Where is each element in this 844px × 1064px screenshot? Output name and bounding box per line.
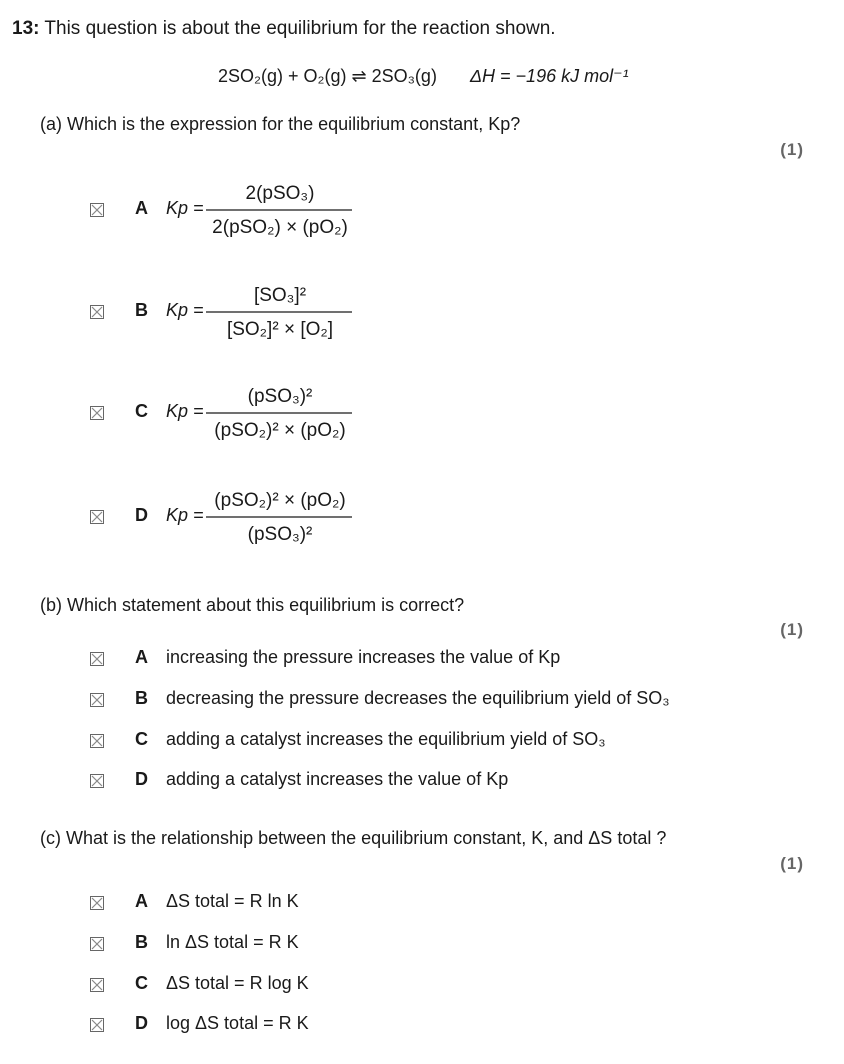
part-a-option-b-checkbox[interactable] — [90, 305, 104, 319]
part-a-option-letter: C — [135, 401, 148, 421]
question-stem: This question is about the equilibrium for the reaction shown. — [44, 18, 556, 39]
part-c-option-text: log ΔS total = R K — [166, 1013, 309, 1033]
part-c-option-text: ΔS total = R ln K — [166, 891, 299, 911]
part-c-option-a-checkbox[interactable] — [90, 896, 104, 910]
question-header — [12, 18, 556, 40]
kp-label: Kp = — [166, 401, 204, 421]
part-a-marks: (1) — [780, 140, 804, 159]
part-b-option-letter: A — [135, 647, 148, 667]
fraction-a — [204, 175, 364, 245]
kp-label: Kp = — [166, 505, 204, 525]
fraction-b — [204, 277, 364, 347]
part-c-option-letter: A — [135, 891, 148, 911]
part-c-option-c-checkbox[interactable] — [90, 978, 104, 992]
part-c-option-letter: D — [135, 1013, 148, 1033]
fraction-denominator: (pSO₃)² — [247, 524, 313, 545]
fraction-denominator: 2(pSO₂) × (pO₂) — [212, 217, 348, 238]
fraction-numerator: 2(pSO₃) — [245, 183, 315, 204]
part-a-option-letter: D — [135, 505, 148, 525]
part-b-option-text: increasing the pressure increases the value of Kp — [166, 647, 561, 667]
part-b-marks: (1) — [780, 620, 804, 639]
part-c-option-text: ln ΔS total = R K — [166, 932, 299, 952]
question-number: 13: — [12, 18, 40, 39]
reaction-equation — [218, 66, 629, 87]
fraction-numerator: (pSO₃)² — [247, 386, 313, 407]
fraction-denominator: [SO₂]² × [O₂] — [226, 319, 334, 340]
part-b-option-d-checkbox[interactable] — [90, 774, 104, 788]
part-b-option-text: adding a catalyst increases the equilibrium yield of SO₃ — [166, 729, 606, 749]
part-c-option-letter: B — [135, 932, 148, 952]
fraction-numerator: (pSO₂)² × (pO₂) — [214, 490, 346, 511]
fraction-numerator: [SO₃]² — [253, 285, 307, 306]
part-b-prompt: (b) Which statement about this equilibrium is correct? — [40, 595, 465, 615]
part-c-prompt: (c) What is the relationship between the equilibrium constant, K, and ΔS total ? — [40, 828, 667, 848]
part-c-option-d-checkbox[interactable] — [90, 1018, 104, 1032]
part-c-option-text: ΔS total = R log K — [166, 973, 309, 993]
part-b-option-text: decreasing the pressure decreases the equilibrium yield of SO₃ — [166, 688, 670, 708]
part-a-option-letter: B — [135, 300, 148, 320]
part-b-option-b-checkbox[interactable] — [90, 693, 104, 707]
part-a-option-d-checkbox[interactable] — [90, 510, 104, 524]
part-a-option-a-checkbox[interactable] — [90, 203, 104, 217]
enthalpy-change: ΔH = −196 kJ mol⁻¹ — [469, 66, 629, 86]
reaction-text: 2SO₂(g) + O₂(g) ⇌ 2SO₃(g) — [218, 66, 437, 86]
part-b-option-c-checkbox[interactable] — [90, 734, 104, 748]
kp-label: Kp = — [166, 198, 204, 218]
part-b-option-letter: C — [135, 729, 148, 749]
part-b-option-letter: B — [135, 688, 148, 708]
part-b-option-text: adding a catalyst increases the value of Kp — [166, 769, 509, 789]
fraction-denominator: (pSO₂)² × (pO₂) — [214, 420, 346, 441]
part-a-option-c-checkbox[interactable] — [90, 406, 104, 420]
fraction-c — [204, 378, 364, 448]
part-a-prompt: (a) Which is the expression for the equilibrium constant, Kp? — [40, 114, 521, 134]
part-c-option-b-checkbox[interactable] — [90, 937, 104, 951]
fraction-d — [204, 482, 364, 552]
part-c-option-letter: C — [135, 973, 148, 993]
part-a-option-letter: A — [135, 198, 148, 218]
part-b-option-letter: D — [135, 769, 148, 789]
part-b-option-a-checkbox[interactable] — [90, 652, 104, 666]
kp-label: Kp = — [166, 300, 204, 320]
part-c-marks: (1) — [780, 854, 804, 873]
